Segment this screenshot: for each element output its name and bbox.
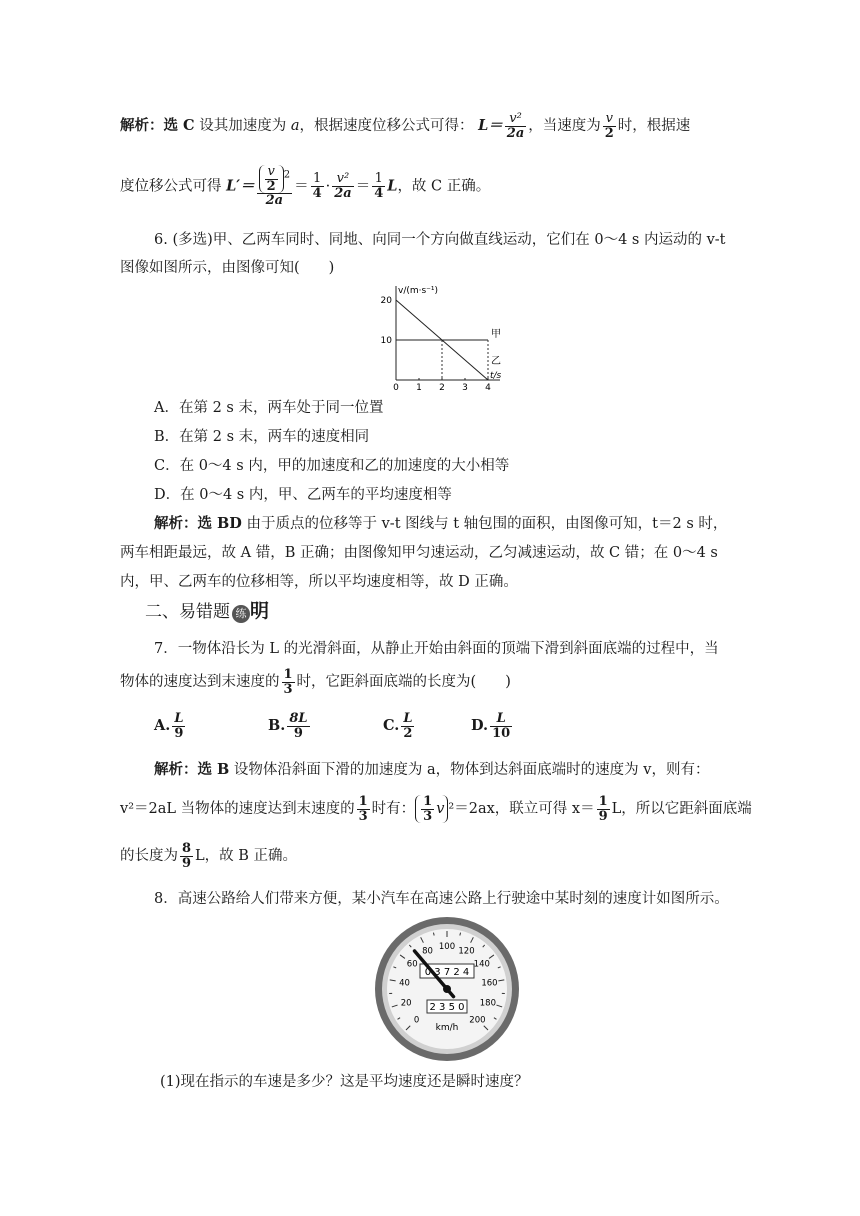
q6-option-b: B．在第 2 s 末，两车的速度相同: [154, 429, 370, 445]
fraction-8-9: $\frac{8}{9}$: [182, 841, 192, 871]
text: ，当速度为: [528, 118, 601, 135]
section-ming: 明: [250, 600, 270, 622]
text: L，所以它距斜面底端: [611, 801, 752, 818]
speedometer-tick-label: 20: [400, 998, 412, 1009]
text: 物体的速度达到末速度的: [120, 674, 280, 691]
speedometer-tick-label: 140: [473, 959, 490, 970]
q6-option-d: D．在 0～4 s 内，甲、乙两车的平均速度相等: [154, 487, 452, 503]
text: ，根据速度位移公式可得：: [299, 118, 474, 135]
text: 度位移公式可得: [120, 178, 222, 195]
speedometer-tick-label: 160: [481, 978, 498, 989]
text: v²＝2aL 当物体的速度达到末速度的: [120, 801, 355, 818]
series-label-yi: 乙: [491, 356, 501, 367]
var-a: a: [290, 118, 300, 135]
q7-option-c: C. $\frac{L}{2}$: [383, 711, 413, 741]
q6-stem-line1: 6. (多选)甲、乙两车同时、同地、向同一个方向做直线运动，它们在 0～4 s 内运动的 v-t: [154, 232, 726, 248]
speedometer-tick-label: 0: [413, 1015, 420, 1026]
series-label-jia: 甲: [491, 329, 501, 340]
x-tick-label: 2: [439, 383, 445, 392]
L: L: [387, 177, 398, 195]
speedometer: [372, 914, 522, 1064]
x-tick-label: 3: [462, 383, 468, 392]
L-prime: L′＝: [226, 177, 255, 195]
eq: ＝: [294, 178, 309, 195]
fraction-paren: $\frac{v}{2}$ $^2$ 2a: [257, 165, 292, 208]
fraction-v-2: $\frac{v}{2}$: [604, 111, 614, 141]
q7-solution-line3: [120, 842, 297, 870]
q7-stem-line1: 7．一物体沿长为 L 的光滑斜面，从静止开始由斜面的顶端下滑到斜面底端的过程中，当: [154, 641, 719, 657]
q6-solution-line1: [154, 512, 727, 533]
q7-option-a: A. $\frac{L}{9}$: [154, 711, 184, 741]
speed-unit: km/h: [435, 1023, 459, 1033]
q8-stem: 8．高速公路给人们带来方便，某小汽车在高速公路上行驶途中某时刻的速度计如图所示。: [154, 891, 729, 907]
section-mark-icon: 练: [232, 605, 250, 623]
fraction-1-4: $\frac{1}{4}$: [312, 171, 322, 201]
x-tick-label: 0: [393, 383, 399, 392]
q7-solution-line2: [120, 795, 752, 823]
needle-hub: [443, 985, 451, 993]
fraction-v2-2a-b: $\frac{\text{v²}}{2a}$: [334, 171, 352, 201]
speedometer-tick-label: 80: [422, 946, 433, 957]
text: 设其加速度为: [199, 118, 287, 135]
fraction-1-3: $\frac{1}{3}$: [283, 667, 293, 697]
x-tick-label: 1: [416, 383, 422, 392]
fraction-1-9: $\frac{1}{9}$: [598, 794, 608, 824]
text: ，故 C 正确。: [397, 178, 491, 195]
q8-sub1: (1)现在指示的车速是多少？这是平均速度还是瞬时速度？: [160, 1074, 529, 1090]
q7-solution-line1: [154, 758, 709, 779]
dot: ·: [325, 178, 331, 195]
text: L，故 B 正确。: [195, 848, 298, 865]
section-title-text: 二、易错题: [145, 602, 230, 622]
speedometer-tick-label: 40: [399, 978, 410, 989]
q6-solution-line2: 两车相距最远，故 A 错，B 正确；由图像知甲匀速运动，乙匀减速运动，故 C 错；在 0～4 s: [120, 545, 718, 561]
q6-stem-line2: 图像如图所示，由图像可知( ): [120, 260, 335, 276]
solution-label: 解析：选 BD: [154, 515, 242, 532]
q6-option-a: A．在第 2 s 末，两车处于同一位置: [154, 400, 384, 416]
fraction-1-3-b: $\frac{1}{3}$: [358, 794, 368, 824]
y-tick-label: 20: [380, 296, 392, 306]
q7-option-d: D. $\frac{L}{10}$: [471, 711, 511, 741]
paren-1-3-v: $\frac{1}{3}$ v: [415, 795, 448, 823]
text: 由于质点的位移等于 v-t 图线与 t 轴包围的面积，由图像可知，t＝2 s 时，: [246, 516, 728, 532]
q7-stem-line2: [120, 668, 511, 696]
speedometer-tick: [460, 933, 461, 936]
solution-label: 解析：选 C: [120, 117, 195, 135]
speedometer-tick-label: 200: [469, 1015, 486, 1026]
text: 设物体沿斜面下滑的加速度为 a，物体到达斜面底端时的速度为 v，则有：: [233, 762, 710, 778]
trip-meter: 2 3 5 0: [429, 1002, 465, 1013]
speedometer-tick-label: 60: [406, 959, 418, 970]
q6-solution-line3: 内，甲、乙两车的位移相等，所以平均速度相等，故 D 正确。: [120, 574, 518, 590]
q6-option-c: C．在 0～4 s 内，甲的加速度和乙的加速度的大小相等: [154, 458, 510, 474]
speedometer-tick-label: 120: [458, 946, 475, 957]
q7-option-b: B. $\frac{8L}{9}$: [268, 711, 308, 741]
x-axis-label: t/s: [490, 371, 502, 381]
y-axis-label: v/(m·s⁻¹): [398, 286, 439, 296]
vt-chart: [370, 282, 520, 392]
odometer: 0 3 7 2 4: [424, 967, 470, 978]
text: 时，它距斜面底端的长度为( ): [296, 674, 511, 691]
speedometer-tick-label: 100: [438, 942, 456, 952]
solution-label: 解析：选 B: [154, 761, 230, 778]
speedometer-tick-label: 180: [479, 998, 497, 1009]
section-title: [145, 596, 269, 623]
q5-solution-line2: [120, 165, 490, 208]
eq: ＝: [355, 178, 371, 195]
text: 时有：: [371, 801, 416, 818]
speedometer-tick: [433, 933, 434, 936]
fraction-v2-2a: $\frac{\text{v²}}{2a}$: [506, 111, 525, 141]
L-eq: L＝: [478, 117, 503, 135]
x-tick-label: 4: [485, 383, 491, 392]
fraction-1-4-b: $\frac{1}{4}$: [374, 171, 384, 201]
y-tick-label: 10: [380, 336, 392, 346]
text: ²＝2ax，联立可得 x＝: [448, 801, 595, 818]
q5-solution-line1: [120, 112, 690, 140]
text: 的长度为: [120, 848, 178, 865]
text: 时，根据速: [617, 118, 691, 135]
